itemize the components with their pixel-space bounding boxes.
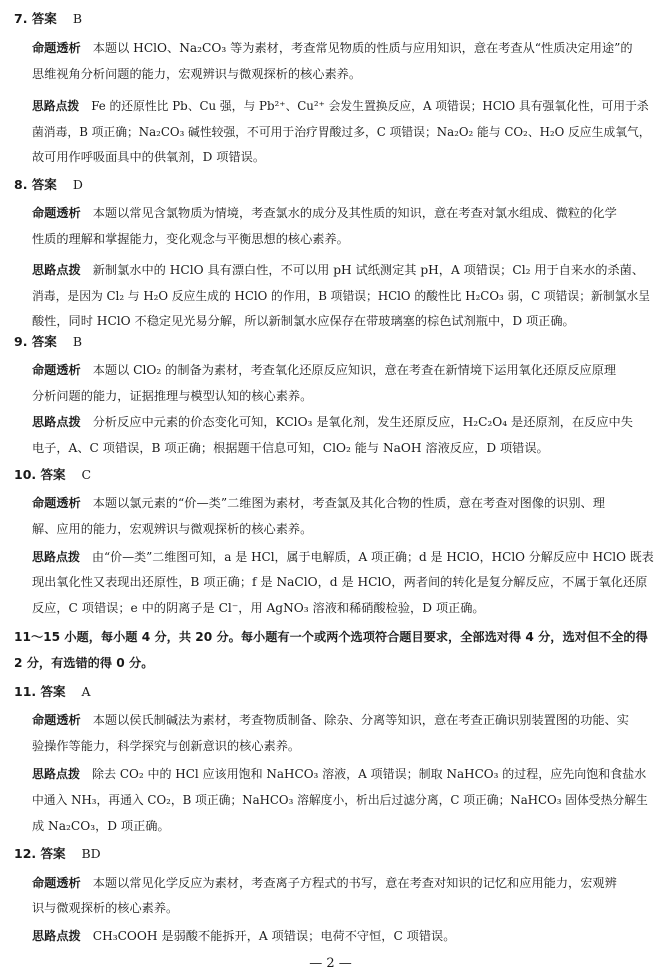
hint-line: 思路点拨 CH₃COOH 是弱酸不能拆开，A 项错误；电荷不守恒，C 项错误。 <box>32 929 456 943</box>
hint-line: 思路点拨 除去 CO₂ 中的 HCl 应该用饱和 NaHCO₃ 溶液，A 项错误；制取 NaHCO₃ 的过程，应先向饱和食盐水 <box>32 767 647 781</box>
analysis-line: 命题透析 本题以常见含氯物质为情境，考查氯水的成分及其性质的知识，意在考查对氯水组成、微粒的化学 <box>32 206 617 220</box>
section-note-line: 2 分，有选错的得 0 分。 <box>14 656 154 670</box>
hint-line: 菌消毒，B 项正确；Na₂CO₃ 碱性较强，不可用于治疗胃酸过多，C 项错误；Na₂O₂ 能与 CO₂、H₂O 反应生成氧气， <box>32 125 651 139</box>
hint-label: 思路点拨 <box>32 99 80 113</box>
answer-value: B <box>72 11 82 26</box>
hint-line: 消毒，是因为 Cl₂ 与 H₂O 反应生成的 HClO 的作用，B 项错误；HClO 的酸性比 H₂CO₃ 弱，C 项错误；新制氯水呈 <box>32 289 651 303</box>
analysis-line: 命题透析 本题以氯元素的“价—类”二维图为素材，考查氯及其化合物的性质，意在考查对图像的识别、理 <box>32 496 605 510</box>
analysis-line: 解、应用的能力，宏观辨识与微观探析的核心素养。 <box>32 522 313 536</box>
analysis-line: 命题透析 本题以 HClO、Na₂CO₃ 等为素材，考查常见物质的性质与应用知识，意在考查从“性质决定用途”的 <box>32 41 633 55</box>
question-number: 10. 答案 C <box>14 467 92 482</box>
analysis-line: 识与微观探析的核心素养。 <box>32 901 179 915</box>
question-number: 9. 答案 B <box>14 334 82 349</box>
question-number: 12. 答案 BD <box>14 846 101 861</box>
hint-line: 现出氧化性又表现出还原性，B 项正确；f 是 NaClO，d 是 HClO，两者间的转化是复分解反应，不属于氧化还原 <box>32 575 648 589</box>
hint-line: 中通入 NH₃，再通入 CO₂，B 项正确；NaHCO₃ 溶解度小，析出后过滤分离，C 项正确；NaHCO₃ 固体受热分解生 <box>32 793 648 807</box>
answer-value: C <box>81 467 92 482</box>
answer-value: BD <box>81 846 101 861</box>
hint-label: 思路点拨 <box>32 929 81 943</box>
hint-line: 反应，C 项错误；e 中的阴离子是 Cl⁻，用 AgNO₃ 溶液和稀硝酸检验，D 项正确。 <box>32 601 485 615</box>
hint-label: 思路点拨 <box>32 550 81 564</box>
analysis-line: 思维视角分析问题的能力，宏观辨识与微观探析的核心素养。 <box>32 67 362 81</box>
hint-line: 思路点拨 新制氯水中的 HClO 具有漂白性，不可以用 pH 试纸测定其 pH，A 项错误；Cl₂ 用于自来水的杀菌、 <box>32 263 645 277</box>
hint-line: 思路点拨 分析反应中元素的价态变化可知，KClO₃ 是氧化剂，发生还原反应，H₂C₂O₄ 是还原剂，在反应中失 <box>32 415 633 429</box>
analysis-label: 命题透析 <box>32 206 81 220</box>
section-note-line: 11～15 小题，每小题 4 分，共 20 分。每小题有一个或两个选项符合题目要求，全部选对得 4 分，选对但不全的得 <box>14 630 648 644</box>
analysis-label: 命题透析 <box>32 496 81 510</box>
question-number: 7. 答案 B <box>14 11 82 26</box>
page-number: — 2 — <box>309 956 352 971</box>
answer-value: D <box>72 177 83 192</box>
analysis-label: 命题透析 <box>32 363 81 377</box>
answer-value: B <box>72 334 82 349</box>
hint-label: 思路点拨 <box>32 415 81 429</box>
analysis-line: 分析问题的能力，证据推理与模型认知的核心素养。 <box>32 389 313 403</box>
question-number: 8. 答案 D <box>14 177 83 192</box>
analysis-line: 验操作等能力，科学探究与创新意识的核心素养。 <box>32 739 301 753</box>
hint-label: 思路点拨 <box>32 263 81 277</box>
analysis-line: 命题透析 本题以常见化学反应为素材，考查离子方程式的书写，意在考查对知识的记忆和应用能力，宏观辨 <box>32 876 617 890</box>
analysis-line: 命题透析 本题以 ClO₂ 的制备为素材，考查氧化还原反应知识，意在考查在新情境下运用氧化还原反应原理 <box>32 363 617 377</box>
answer-value: A <box>81 684 91 699</box>
analysis-label: 命题透析 <box>32 713 81 727</box>
analysis-label: 命题透析 <box>32 876 81 890</box>
hint-line: 思路点拨 由“价—类”二维图可知，a 是 HCl，属于电解质，A 项正确；d 是 HClO，HClO 分解反应中 HClO 既表 <box>32 550 654 564</box>
hint-line: 酸性，同时 HClO 不稳定见光易分解，所以新制氯水应保存在带玻璃塞的棕色试剂瓶中，D 项正确。 <box>32 314 575 328</box>
hint-line: 思路点拨 Fe 的还原性比 Pb、Cu 强，与 Pb²⁺、Cu²⁺ 会发生置换反应，A 项错误；HClO 具有强氧化性，可用于杀 <box>32 99 649 113</box>
hint-line: 成 Na₂CO₃，D 项正确。 <box>32 819 170 833</box>
analysis-line: 命题透析 本题以侯氏制碱法为素材，考查物质制备、除杂、分离等知识，意在考查正确识别装置图的功能、实 <box>32 713 629 727</box>
hint-label: 思路点拨 <box>32 767 81 781</box>
analysis-label: 命题透析 <box>32 41 81 55</box>
hint-line: 电子，A、C 项错误，B 项正确；根据题干信息可知，ClO₂ 能与 NaOH 溶液反应，D 项错误。 <box>32 441 549 455</box>
hint-line: 故可用作呼吸面具中的供氧剂，D 项错误。 <box>32 150 266 164</box>
question-number: 11. 答案 A <box>14 684 91 699</box>
analysis-line: 性质的理解和掌握能力，变化观念与平衡思想的核心素养。 <box>32 232 349 246</box>
